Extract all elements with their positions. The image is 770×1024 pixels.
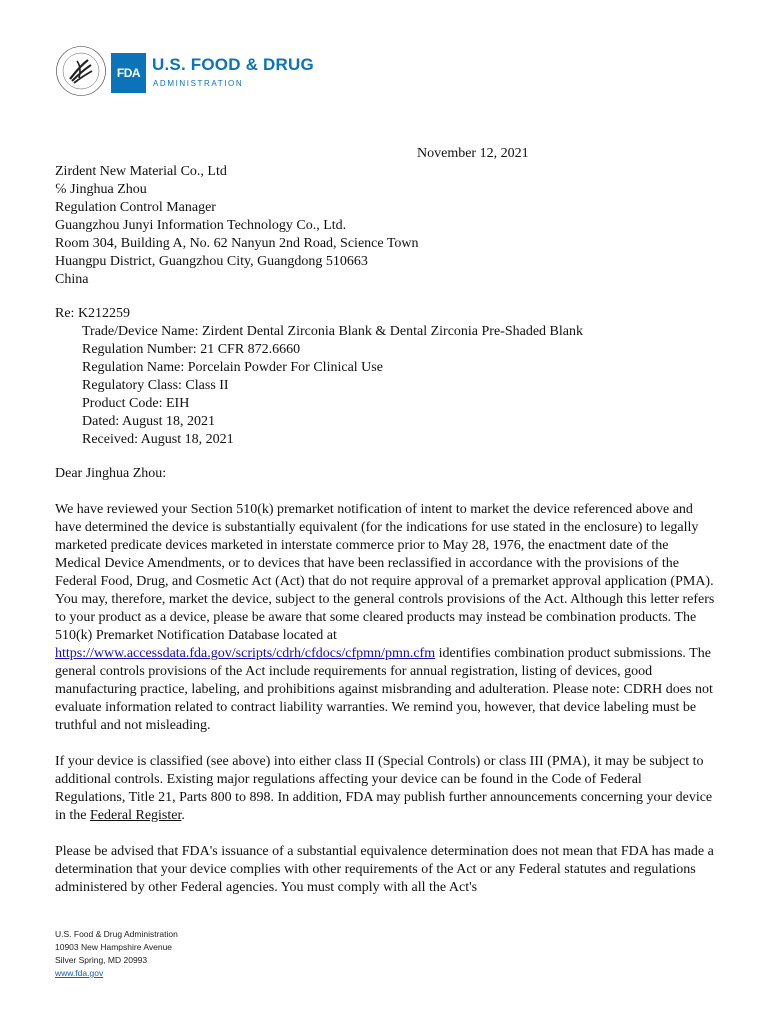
paragraph-text: .	[181, 808, 185, 823]
pmn-database-link[interactable]: https://www.accessdata.fda.gov/scripts/cdrh/cfdocs/cfpmn/pmn.cfm	[55, 646, 436, 661]
paragraph-text: We have reviewed your Section 510(k) premarket notification of intent to market the device referenced above and have determined the device is substantially equivalent (for the indications for use stated in the enclosure) to legally marketed predicate devices marketed in interstate commerce prior to May 28, 1976, the enactment date of the Medical Device Amendments, or to devices that have been reclassified in accordance with the provisions of the Federal Food, Drug, and Cosmetic Act (Act) that do not require approval of a premarket approval application (PMA). You may, therefore, market the device, subject to the general controls provisions of the Act. Although this letter refers to your product as a device, please be aware that some cleared products may instead be combination products. The 510(k) Premarket Notification Database located at	[55, 502, 715, 643]
fda-abbr-box: FDA	[111, 53, 146, 93]
letter-date: November 12, 2021	[417, 146, 529, 161]
hhs-seal-logo	[55, 45, 107, 97]
product-code: Product Code: EIH	[82, 396, 190, 411]
address-line: Regulation Control Manager	[55, 200, 216, 215]
paragraph-advised: Please be advised that FDA's issuance of a substantial equivalence determination does not mean that FDA has made a determination that your device complies with other requirements of the Act or any Federal statutes and regulations administered by other Federal agencies. You must comply with all the Act's	[55, 844, 714, 895]
paragraph-review	[55, 501, 715, 735]
regulation-number: Regulation Number: 21 CFR 872.6660	[82, 342, 301, 357]
salutation: Dear Jinghua Zhou:	[55, 466, 167, 481]
fda-name: U.S. FOOD & DRUG	[152, 55, 314, 74]
footer-org: U.S. Food & Drug Administration	[55, 929, 178, 939]
fda-website-link[interactable]: www.fda.gov	[55, 968, 104, 978]
re-label: Re: K212259	[55, 306, 131, 321]
footer-street: 10903 New Hampshire Avenue	[55, 942, 173, 952]
regulation-name: Regulation Name: Porcelain Powder For Clinical Use	[82, 360, 383, 375]
trade-device-name: Trade/Device Name: Zirdent Dental Zirconia Blank & Dental Zirconia Pre-Shaded Blank	[82, 324, 583, 339]
dated: Dated: August 18, 2021	[82, 414, 215, 429]
address-line: Guangzhou Junyi Information Technology Co., Ltd.	[55, 218, 347, 233]
address-line: Zirdent New Material Co., Ltd	[55, 164, 227, 179]
paragraph-text: identifies combination product submissions. The general controls provisions of the Act include requirements for annual registration, listing of devices, good manufacturing practice, labeling, and prohibitions against misbranding and adulteration. Please note: CDRH does not evaluate information related to contract liability warranties. We remind you, however, that device labeling must be truthful and not misleading.	[55, 646, 713, 733]
address-line: ℅ Jinghua Zhou	[55, 182, 147, 197]
fda-administration: ADMINISTRATION	[153, 79, 244, 88]
paragraph-text: If your device is classified (see above) into either class II (Special Controls) or class III (PMA), it may be subject to additional controls. Existing major regulations affecting your device can be found in the Code of Federal Regulations, Title 21, Parts 800 to 898. In addition, FDA may publish further announcements concerning your device in the	[55, 754, 713, 823]
footer-address	[55, 928, 178, 980]
received: Received: August 18, 2021	[82, 432, 234, 447]
address-line: Huangpu District, Guangzhou City, Guangdong 510663	[55, 254, 368, 269]
federal-register-link[interactable]: Federal Register	[90, 808, 182, 823]
address-line: Room 304, Building A, No. 62 Nanyun 2nd Road, Science Town	[55, 236, 419, 251]
regulatory-class: Regulatory Class: Class II	[82, 378, 229, 393]
address-line: China	[55, 272, 89, 287]
footer-city: Silver Spring, MD 20993	[55, 955, 148, 965]
paragraph-controls	[55, 753, 715, 825]
